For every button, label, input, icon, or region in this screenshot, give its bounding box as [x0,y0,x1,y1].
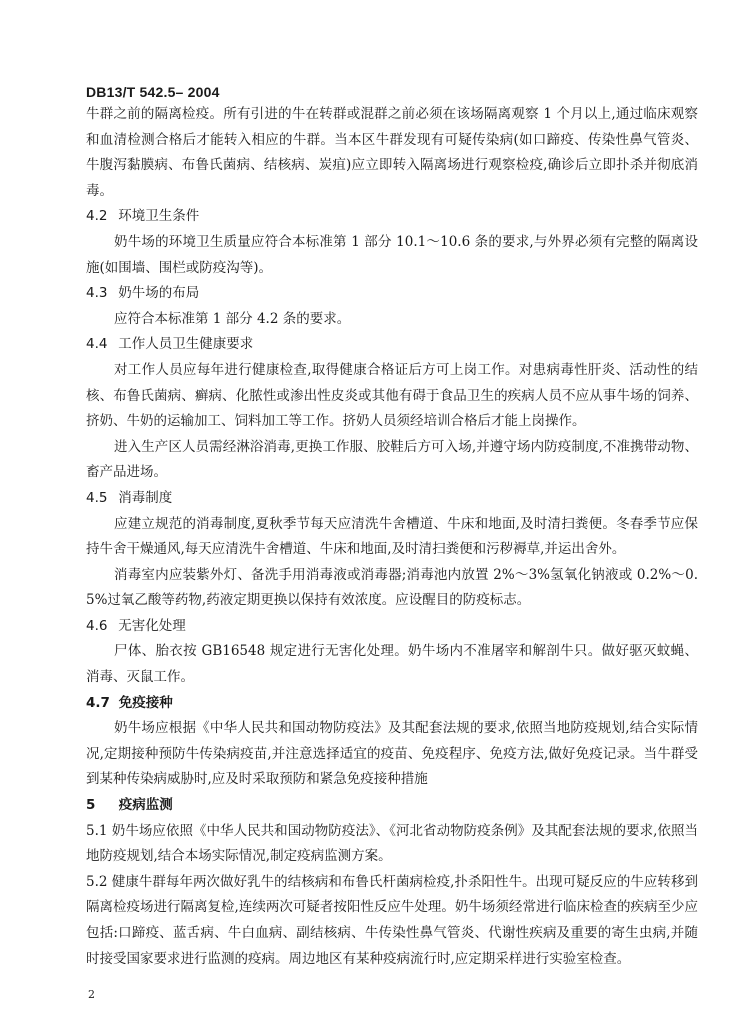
section-4-5-paragraph-1: 应建立规范的消毒制度,夏秋季节每天应清洗牛舍槽道、牛床和地面,及时清扫粪便。冬春季节应保持牛舍干燥通风,每天应清洗牛舍槽道、牛床和地面,及时清扫粪便和污秽褥草,并运出舍外。 [86,515,698,558]
section-title: 疫病监测 [118,797,173,814]
section-number: 4.7 [86,694,110,711]
document-body [86,102,698,972]
document-code-header: DB13/T 542.5– 2004 [86,84,220,100]
section-4-7-paragraph: 奶牛场应根据《中华人民共和国动物防疫法》及其配套法规的要求,依照当地防疫规划,结合实际情况,定期接种预防牛传染病疫苗,并注意选择适宜的疫苗、免疫程序、免疫方法,做好免疫记录。当牛群受到某种传染病威胁时,应及时采取预防和紧急免疫接种措施 [86,720,698,788]
section-number: 4.5 [86,489,108,506]
page-number: 2 [88,988,95,1001]
section-5-1-paragraph: 5.1 奶牛场应依照《中华人民共和国动物防疫法》、《河北省动物防疫条例》及其配套法规的要求,依照当地防疫规划,结合本场实际情况,制定疫病监测方案。 [86,822,698,865]
section-4-4-heading [86,332,698,358]
section-title: 无害化处理 [118,617,186,634]
section-4-2-paragraph: 奶牛场的环境卫生质量应符合本标准第 1 部分 10.1～10.6 条的要求,与外界必须有完整的隔离设施(如围墙、围栏或防疫沟等)。 [86,233,698,276]
section-4-5-heading [86,486,698,512]
section-4-3-paragraph: 应符合本标准第 1 部分 4.2 条的要求。 [114,310,351,327]
section-title: 工作人员卫生健康要求 [118,336,254,353]
section-4-5-paragraph-2: 消毒室内应装紫外灯、备洗手用消毒液或消毒器;消毒池内放置 2%～3%氢氧化钠液或 0.2%～0.5%过氧乙酸等药物,药液定期更换以保持有效浓度。应设醒目的防疫标志。 [86,566,698,609]
section-4-6-paragraph: 尸体、胎衣按 GB16548 规定进行无害化处理。奶牛场内不准屠宰和解剖牛只。做好驱灭蚊蝇、消毒、灭鼠工作。 [86,643,698,686]
section-title: 奶牛场的布局 [118,285,200,302]
intro-paragraph: 牛群之前的隔离检疫。所有引进的牛在转群或混群之前必须在该场隔离观察 1 个月以上,通过临床观察和血清检测合格后才能转入相应的牛群。当本区牛群发现有可疑传染病(如口蹄疫、传染性鼻气管炎、牛腹泻黏膜病、布鲁氏菌病、结核病、炭疽)应立即转入隔离场进行观察检疫,确诊后立即扑杀并彻底消毒。 [86,106,698,199]
section-4-3-heading [86,281,698,307]
section-4-2-heading [86,204,698,230]
section-4-7-heading [86,691,698,717]
section-title: 消毒制度 [118,489,173,506]
section-number: 4.2 [86,208,108,225]
section-5-heading [86,793,698,819]
section-number: 4.3 [86,285,108,302]
section-4-6-heading [86,614,698,640]
section-4-4-paragraph-2: 进入生产区人员需经淋浴消毒,更换工作服、胶鞋后方可入场,并遵守场内防疫制度,不准携带动物、畜产品进场。 [86,438,698,481]
section-title: 免疫接种 [118,694,173,711]
section-5-2-paragraph: 5.2 健康牛群每年两次做好乳牛的结核病和布鲁氏杆菌病检疫,扑杀阳性牛。出现可疑反应的牛应转移到隔离检疫场进行隔离复检,连续两次可疑者按阳性反应牛处理。奶牛场须经常进行临床检查的疾病至少应包括:口蹄疫、蓝舌病、牛白血病、副结核病、牛传染性鼻气管炎、代谢性疾病及重要的寄生虫病,并随时接受国家要求进行监测的疫病。周边地区有某种疫病流行时,应定期采样进行实验室检查。 [86,873,698,967]
section-title: 环境卫生条件 [118,208,200,225]
section-number: 4.6 [86,617,108,634]
section-number: 4.4 [86,336,108,353]
section-number: 5 [86,797,96,814]
section-4-4-paragraph-1: 对工作人员应每年进行健康检查,取得健康合格证后方可上岗工作。对患病毒性肝炎、活动性的结核、布鲁氏菌病、癣病、化脓性或渗出性皮炎或其他有碍于食品卫生的疾病人员不应从事牛场的饲养、挤奶、牛奶的运输加工、饲料加工等工作。挤奶人员须经培训合格后才能上岗操作。 [86,361,698,430]
